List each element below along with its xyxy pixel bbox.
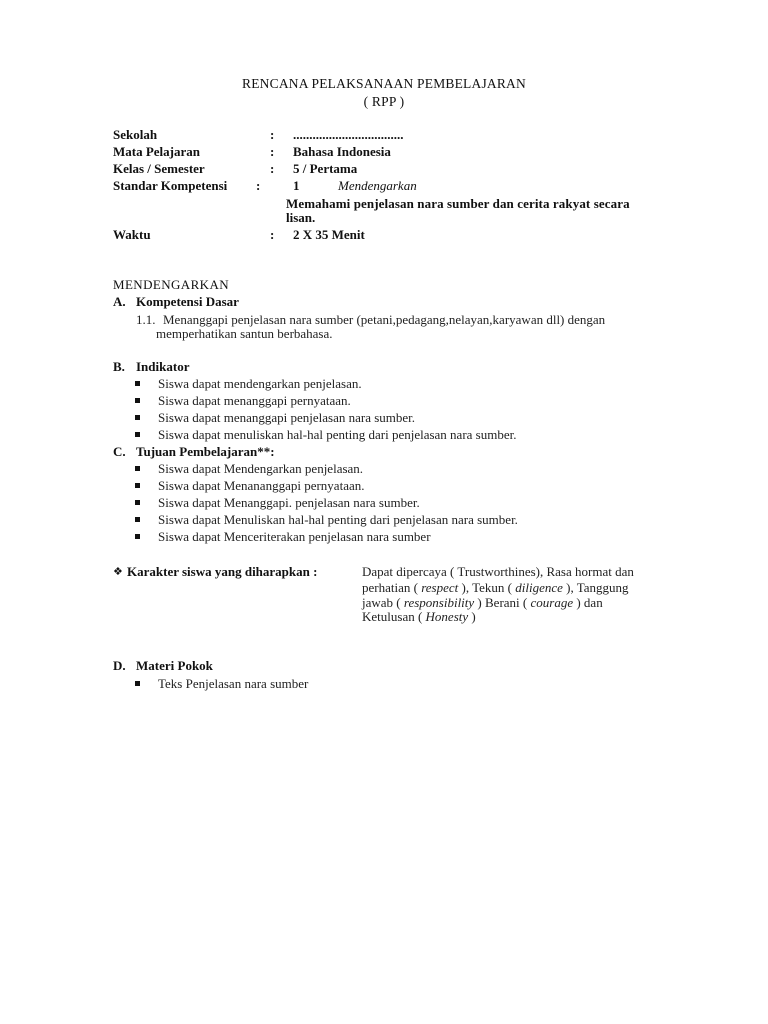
list-item-text: Siswa dapat Menuliskan hal-hal penting dari penjelasan nara sumber. — [158, 512, 518, 527]
list-item-text: Siswa dapat menuliskan hal-hal penting dari penjelasan nara sumber. — [158, 427, 517, 442]
sekolah-value: .................................. — [293, 127, 404, 142]
document-subtitle: ( RPP ) — [363, 94, 405, 109]
list-item — [0, 376, 768, 393]
karakter-text: ), Tekun ( — [458, 580, 516, 595]
bullet-icon — [135, 432, 140, 437]
bullet-icon — [135, 415, 140, 420]
list-item — [0, 461, 768, 478]
kd-letter: A. — [113, 294, 126, 309]
sk-text-line2: lisan. — [286, 210, 316, 225]
list-item-text: Siswa dapat Menceriterakan penjelasan nara sumber — [158, 529, 431, 544]
indikator-letter: B. — [113, 359, 125, 374]
kelas-colon: : — [270, 161, 275, 176]
sk-colon: : — [256, 178, 261, 193]
waktu-colon: : — [270, 227, 275, 242]
karakter-text: perhatian ( — [362, 580, 422, 595]
materi-letter: D. — [113, 658, 126, 673]
tujuan-heading: Tujuan Pembelajaran**: — [136, 444, 275, 459]
list-item — [0, 676, 768, 693]
sk-label: Standar Kompetensi — [113, 178, 228, 193]
sk-number: 1 — [293, 178, 300, 193]
sk-text-line1: Memahami penjelasan nara sumber dan cerita rakyat secara — [286, 196, 630, 211]
list-item — [0, 393, 768, 410]
diamond-icon: ❖ — [113, 565, 123, 578]
sk-aspect: Mendengarkan — [338, 178, 417, 193]
list-item-text: Siswa dapat Mendengarkan penjelasan. — [158, 461, 364, 476]
list-item — [0, 495, 768, 512]
karakter-term: courage — [530, 595, 574, 610]
bullet-icon — [135, 534, 140, 539]
kd-line1: Menanggapi penjelasan nara sumber (petani,pedagang,nelayan,karyawan dll) dengan — [163, 312, 606, 327]
indikator-heading: Indikator — [136, 359, 190, 374]
karakter-line3 — [362, 595, 603, 610]
karakter-term: responsibility — [403, 595, 475, 610]
bullet-icon — [135, 681, 140, 686]
kd-line2: memperhatikan santun berbahasa. — [156, 326, 333, 341]
sekolah-label: Sekolah — [113, 127, 158, 142]
document-title: RENCANA PELAKSANAAN PEMBELAJARAN — [242, 76, 526, 91]
karakter-term: diligence — [515, 580, 563, 595]
list-item-text: Siswa dapat menanggapi penjelasan nara sumber. — [158, 410, 416, 425]
materi-heading: Materi Pokok — [136, 658, 213, 673]
bullet-icon — [135, 466, 140, 471]
bullet-icon — [135, 398, 140, 403]
list-item — [0, 478, 768, 495]
list-item — [0, 410, 768, 427]
list-item-text: Siswa dapat mendengarkan penjelasan. — [158, 376, 362, 391]
kd-heading: Kompetensi Dasar — [136, 294, 239, 309]
waktu-value: 2 X 35 Menit — [293, 227, 365, 242]
karakter-label: Karakter siswa yang diharapkan : — [127, 564, 318, 579]
karakter-term: Honesty — [425, 609, 469, 624]
list-item-text: Siswa dapat Menananggapi pernyataan. — [158, 478, 365, 493]
sekolah-colon: : — [270, 127, 275, 142]
list-item — [0, 529, 768, 546]
karakter-text: ) — [468, 609, 476, 624]
section-heading: MENDENGARKAN — [113, 277, 230, 292]
karakter-text: ) Berani ( — [474, 595, 531, 610]
bullet-icon — [135, 500, 140, 505]
bullet-icon — [135, 381, 140, 386]
kelas-value: 5 / Pertama — [293, 161, 358, 176]
bullet-icon — [135, 517, 140, 522]
karakter-line1: Dapat dipercaya ( Trustworthines), Rasa hormat dan — [362, 564, 634, 579]
bullet-icon — [135, 483, 140, 488]
mapel-colon: : — [270, 144, 275, 159]
list-item — [0, 427, 768, 444]
mapel-value: Bahasa Indonesia — [293, 144, 391, 159]
kd-number: 1.1. — [136, 312, 156, 327]
karakter-text: Ketulusan ( — [362, 609, 426, 624]
karakter-term: respect — [421, 580, 459, 595]
karakter-text: ) dan — [573, 595, 603, 610]
mapel-label: Mata Pelajaran — [113, 144, 201, 159]
list-item-text: Teks Penjelasan nara sumber — [158, 676, 309, 691]
list-item-text: Siswa dapat menanggapi pernyataan. — [158, 393, 351, 408]
list-item-text: Siswa dapat Menanggapi. penjelasan nara sumber. — [158, 495, 420, 510]
karakter-text: ), Tanggung — [562, 580, 629, 595]
karakter-line4 — [362, 609, 476, 624]
kelas-label: Kelas / Semester — [113, 161, 205, 176]
list-item — [0, 512, 768, 529]
karakter-text: jawab ( — [362, 595, 404, 610]
waktu-label: Waktu — [113, 227, 151, 242]
karakter-line2 — [362, 580, 629, 595]
tujuan-letter: C. — [113, 444, 126, 459]
